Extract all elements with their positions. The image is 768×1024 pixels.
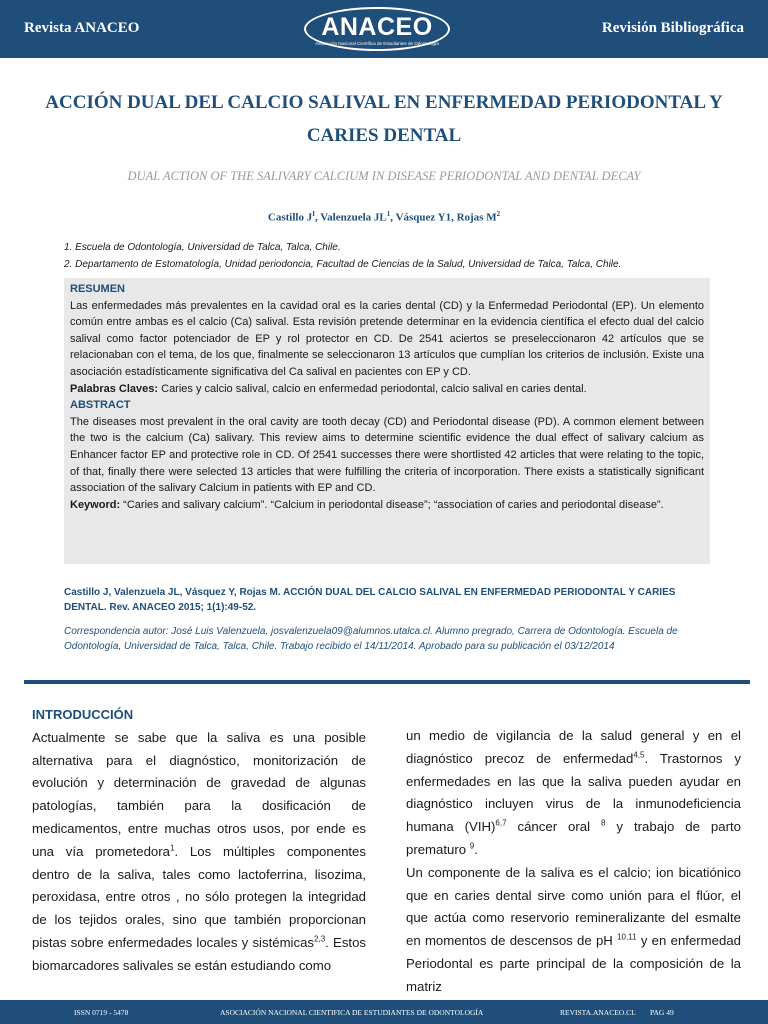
- resumen-heading: RESUMEN: [70, 283, 126, 295]
- abstract-heading: ABSTRACT: [70, 399, 131, 412]
- author-3-sup: 2: [496, 210, 501, 218]
- journal-name: Revista ANACEO: [24, 20, 140, 36]
- page-footer: [0, 1000, 768, 1024]
- footer-issn: ISSN 0719 - 5478: [74, 1008, 129, 1017]
- footer-page-number: PAG 49: [650, 1008, 674, 1017]
- resumen-text: Las enfermedades más prevalentes en la cavidad oral es la caries dental (CD) y la Enfermedad Periodontal (EP). Un elemento común entre ambas es el calcio (Ca) salival. Esta revisión pretende determinar en la evidencia científica el efecto dual del calcio salival como factor potenciador de EP y rol protector en CD. De 2541 aciertos se preseleccionaron 42 artículos que se relacionaban con el tema, de los que, finalmente se seleccionaron 13 artículos que cumplían los criterios de inclusión. Existe una asociación estadísticamente significativa del Ca salival en pacientes con EP y CD.: [70, 299, 704, 378]
- citation-ref: 1: [169, 843, 175, 853]
- anaceo-logo: [304, 7, 450, 51]
- intro-paragraph-1: [32, 727, 366, 978]
- text-run: y trabajo de parto prematuro: [406, 819, 741, 857]
- citation-ref: 9: [469, 841, 475, 851]
- text-run: un medio de vigilancia de la salud general y en el diagnóstico precoz de enfermedad: [406, 728, 741, 766]
- footer-association: ASOCIACIÓN NACIONAL CIENTIFICA DE ESTUDIANTES DE ODONTOLOGÍA: [220, 1008, 484, 1017]
- footer-website: REVISTA.ANACEO.CL: [560, 1008, 636, 1017]
- text-run: Actualmente se sabe que la saliva es una posible alternativa para el diagnóstico, monitorización de evolución y determinación de gravedad de algunas patologías, también para la dosificación de medicamentos, entre muchas otros usos, por ende es una vía prometedora: [32, 729, 366, 859]
- citation-ref: 2,3: [314, 934, 326, 944]
- intro-paragraph-2: [406, 862, 741, 999]
- text-run: . Estos biomarcadores salivales se están estudiando como: [32, 934, 366, 973]
- left-column: [32, 704, 366, 978]
- author-1: Castillo J: [267, 211, 313, 224]
- abstract-box: [64, 278, 710, 564]
- introduction-heading: INTRODUCCIÓN: [32, 707, 134, 722]
- article-subtitle: DUAL ACTION OF THE SALIVARY CALCIUM IN DISEASE PERIODONTAL AND DENTAL DECAY: [127, 169, 641, 183]
- author-list: [20, 210, 748, 224]
- palabras-claves-text: Caries y calcio salival, calcio en enfermedad periodontal, calcio salival en caries dental.: [158, 382, 587, 395]
- intro-paragraph-1-cont: [406, 725, 741, 862]
- article-title: [20, 86, 748, 152]
- text-run: . Trastornos y enfermedades en las que la saliva pueden ayudar en diagnóstico incluyen virus de la inmunodeficiencia humana (VIH): [406, 750, 741, 835]
- logo-subtext: Asociación Nacional Científica de Estudiantes de Odontología: [315, 41, 439, 46]
- keyword-label: Keyword:: [70, 498, 121, 511]
- text-run: cáncer oral: [506, 819, 602, 835]
- text-run: . Los múltiples componentes dentro de la saliva, tales como lactoferrina, lisozima, peroxidasa, entre otros , no sólo protegen la integridad de los tejidos orales, sino que también proporcionan pistas sobre enfermedades locales y sistémicas: [32, 843, 366, 950]
- right-column: [406, 725, 741, 999]
- correspondence: Correspondencia autor: José Luis Valenzuela, josvalenzuela09@alumnos.utalca.cl. Alumno pregrado, Carrera de Odontología. Escuela de Odontología, Universidad de Talca, Talca, Chile. Trabajo recibido el 14/11/2014. Aprobado para su publicación el 03/12/2014: [64, 626, 678, 652]
- title-line-2: CARIES DENTAL: [306, 125, 462, 146]
- author-1-sup: I: [312, 210, 315, 218]
- author-2-sup: 1: [386, 210, 391, 218]
- keyword-text: “Caries and salivary calcium”. “Calcium in periodontal disease”; “association of caries and periodontal disease”.: [120, 498, 664, 511]
- citation-ref: 4,5: [633, 750, 645, 760]
- affiliation-2: 2. Departamento de Estomatología, Unidad periodoncia, Facultad de Ciencias de la Salud, Universidad de Talca, Talca, Chile.: [64, 259, 622, 270]
- text-run: y en enfermedad Periodontal es parte principal de la composición de la matriz: [406, 933, 741, 994]
- palabras-claves-label: Palabras Claves:: [70, 382, 159, 395]
- citation: Castillo J, Valenzuela JL, Vásquez Y, Rojas M. ACCIÓN DUAL DEL CALCIO SALIVAL EN ENFERMEDAD PERIODONTAL Y CARIES DENTAL. Rev. ANACEO 2015; 1(1):49-52.: [64, 587, 676, 613]
- citation-ref: 10,11: [617, 932, 637, 942]
- text-run: Un componente de la saliva es el calcio; ion bicatiónico que en caries dental sirve como unión para el flúor, el que actúa como reservorio remineralizante del esmalte en momentos de descensos de pH: [406, 864, 741, 949]
- title-line-1: ACCIÓN DUAL DEL CALCIO SALIVAL EN ENFERMEDAD PERIODONTAL Y: [45, 92, 723, 113]
- citation-ref: 8: [601, 818, 606, 828]
- text-run: .: [474, 841, 478, 857]
- author-2: , Valenzuela JL: [314, 211, 387, 224]
- journal-header: [0, 0, 768, 58]
- abstract-text: The diseases most prevalent in the oral cavity are tooth decay (CD) and Periodontal disease (PD). A common element between the two is the calcium (Ca) salivary. This review aims to determine scientific evidence the dual effect of salivary calcium as Enhancer factor EP and protective role in CD. Of 2541 successes there were shortlisted 42 articles that were relating to the topic, of that, finally there were selected 13 articles that were fulfilling the criteria of incorporation. There exists a statistically significant association of the salivary Calcium in patients with EP and CD.: [70, 415, 704, 495]
- keywords: [70, 497, 704, 514]
- palabras-claves: [70, 381, 704, 398]
- section-divider: [24, 680, 750, 684]
- author-3: , Vásquez Y1, Rojas M: [390, 211, 497, 224]
- article-type: Revisión Bibliográfica: [601, 20, 744, 36]
- logo-text: ANACEO: [321, 13, 433, 41]
- citation-ref: 6,7: [495, 818, 507, 828]
- affiliation-1: 1. Escuela de Odontología, Universidad de Talca, Talca, Chile.: [64, 242, 341, 253]
